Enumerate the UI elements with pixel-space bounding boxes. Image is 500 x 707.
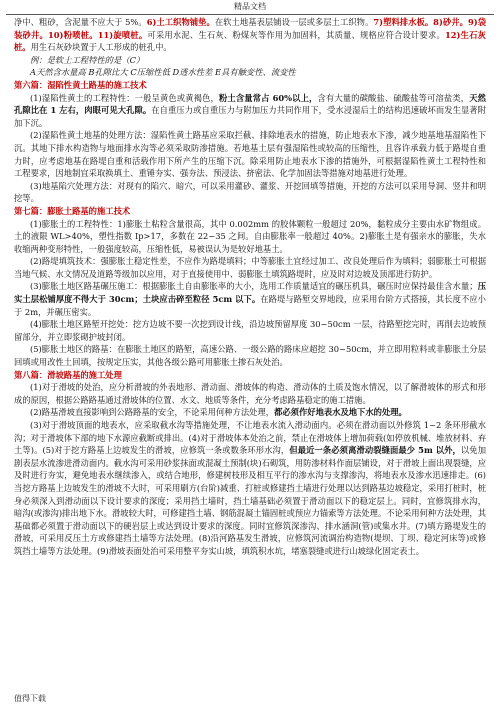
s6-paragraph-1: (1)湿陷性黄土的工程特性：一般呈黄色或黄褐色，粉土含量常占 60%以上，含有大量的碳酸盐、硫酸盐等可溶盐类，天然孔隙比在 1 左右，肉眼可见大孔隙。在自重压力或自重压力与附加压力共同作用下，受水浸湿后土的结构迅速破坏而发生显著附加下沉。 (14, 92, 486, 128)
s7-paragraph-2: (2)路堤填筑技术：强膨胀土稳定性差，不应作为路堤填料；中等膨胀土宜经过加工、改良处理后作为填料；弱膨胀土可根据当地气候、水文情况及道路等级加以应用，对于直接使用中、弱膨胀土填筑路堤时，应及时对边坡及顶部进行防护。 (14, 256, 486, 279)
s8-paragraph-3: (3)对于滑坡顶面的地表水，应采取截水沟等措施处理，不让地表水流入滑动面内。必须在滑动面以外修筑 1~2 条环形截水沟；对于滑坡体下部的地下水源应截断或排出。(4)对于滑坡体本处治之前，禁止在滑坡体上增加荷载(如停放机械、堆放材料、弃土等)。(5)对于挖方路基上边坡发生的滑坡，应修筑一条或数条环形水沟，但最近一条必须离滑动裂缝面最少 5m 以外，以免加剧表层水流渗进滑动面内。截水沟可采用砂浆抹面或混凝土预制(块)石砌筑，用防渗材料作面层铺设，对于滑坡上面出现裂缝，应及时进行夯实，避免地表水继续渗入，或结合地形，修建树枝形及相互平行的渗水沟与支撑渗沟，将地表水及渗水迅速排走。(6)当挖方路基上边坡发生的滑坡不大时，可采用刷方(台阶)减重、打桩或修建挡土墙进行处理以达到路基边坡稳定，采用打桩时，桩身必须深入到滑动面以下设计要求的深度；采用挡土墙时，挡土墙基础必须置于滑动面以下的稳定层上。同时，宜修筑排水沟，暗沟(或渗沟)排出地下水。滑坡较大时，可修建挡土墙、钢筋混凝土锚固桩或预应力锚索等方法处理。不论采用何种方法处理，其基础都必须置于滑动面以下的硬岩层上或达到设计要求的深度。同时宜修筑深渗沟、排水涵洞(管)或集水井。(7)填方路堤发生的滑坡，可采用反压土方或修建挡土墙等方法处理。(8)沿河路基发生滑坡，应修筑河流调治构造物(堤坝、丁坝、稳定河床等)或修筑挡土墙等方法处理。(9)滑坡表面处治可采用整平夯实山坡，填筑积水坑，堵塞裂缝或进行山坡绿化固定表土。 (14, 420, 486, 556)
header-divider (6, 14, 494, 15)
page-footer (14, 693, 46, 704)
example-question: 例：是软土工程特性的是（C） (30, 54, 145, 65)
s7-paragraph-5: (5)膨胀土地区的路基：在膨胀土地区的路堑，高速公路、一级公路的路床应超挖 30~50cm，并立即用粒料或非膨胀土分层回填或用改性土回填，按规定压实，其他各级公路可用膨胀土掺石灰处治。 (14, 344, 486, 368)
s7-paragraph-4: (4)膨胀土地区路堑开挖处：挖方边坡不要一次挖到设计线，沿边坡预留厚度 30~50cm 一层，待路堑挖完时，再削去边坡预留部分，并立即浆砌护坡封闭。 (14, 319, 486, 342)
page-header (0, 0, 500, 14)
s8-paragraph-1: (1)对于滑坡的处治，应分析滑坡的外表地形、滑动面、滑坡体的构造、滑动体的土质及饱水情况，以了解滑坡体的形式和形成的原因，根据公路路基通过滑坡体的位置、水文、地质等条件，充分考虑路基稳定的施工措施。 (14, 382, 486, 405)
s7-paragraph-1: (1)膨胀土的工程特性：1)膨胀土粘粒含量很高，其中 0.002mm 的胶体颗粒一般超过 20%，黏粒成分主要由水矿物组成。土的液限 WL>40%，塑性指数 Ip>17，多数在 22~35 之间。自由膨胀率一般超过 40%。2)膨胀土是有强亲水的膨胀，失水收缩两种变形特性，一般强度较高，压缩性低，易被误认为是较好地基土。 (14, 218, 486, 254)
s8-paragraph-2: (2)路基滑坡直接影响到公路路基的安全，不论采用何种方法处理，都必须作好地表水及地下水的处理。 (30, 407, 407, 418)
s7-paragraph-3: (3)膨胀土地区路基碾压施工：根据膨胀土自由膨胀率的大小，选用工作质量适宜的碾压机具，碾压时应保持最佳含水量；压实土层松铺厚度不得大于 30cm；土块应击碎至粒径 5cm 以下。在路堤与路堑交界地段，应采用台阶方式搭接，其长度不应小于 2m，并碾压密实。 (14, 281, 486, 317)
footer-label: 值得下载 (14, 694, 46, 703)
s6-paragraph-3: (3)地基陷穴处理方法：对现有的陷穴、暗穴，可以采用灌砂、灌浆、开挖回填等措施，开挖的方法可以采用导洞、竖井和明挖等。 (14, 180, 486, 204)
header-title: 精品文档 (234, 2, 266, 11)
document-body (14, 16, 486, 686)
example-options: A天然含水量高 B孔隙比大 C压缩性低 D透水性差 E具有触变性、流变性 (30, 67, 296, 78)
s6-paragraph-2: (2)湿陷性黄土地基的处理方法：湿陷性黄土路基应采取拦截、排除地表水的措施，防止地表水下渗，减少地基地基湿陷性下沉。其地下排水构造物与地面排水沟等必须采取防渗措施。若地基土层有强湿陷性或较高的压缩性，且容许承载力低于路堤自重力时，应考虑地基在路堤自重和活载作用下所产生的压缩下沉。除采用防止地表水下渗的措施外，可根据湿陷性黄土工程特性和工程要求，因地制宜采取换填土、重锤夯实、强夯法、预浸法、挤密法、化学加固法等措施对地基进行处理。 (14, 130, 486, 179)
section-6-title: 第六篇：湿陷性黄土路基的施工技术 (14, 79, 147, 90)
section-7-title: 第七篇：膨胀土路基的施工技术 (14, 205, 131, 216)
paragraph-soft-soil-methods: 净中、粗砂，含泥量不应大于 5%。6)土工织物铺垫。在软土地基表层铺设一层或多层土工织物。7)塑料排水板。8)砂井。9)袋装砂井。10)粉喷桩。11)旋喷桩。可采用水泥、生石灰、粉煤灰等作用为加固料，其质量、规格应符合设计要求。12)生石灰桩。用生石灰砂块置于人工形成的桩孔中。 (14, 17, 486, 53)
section-8-title: 第八篇：滑坡路基的施工处理 (14, 369, 122, 380)
